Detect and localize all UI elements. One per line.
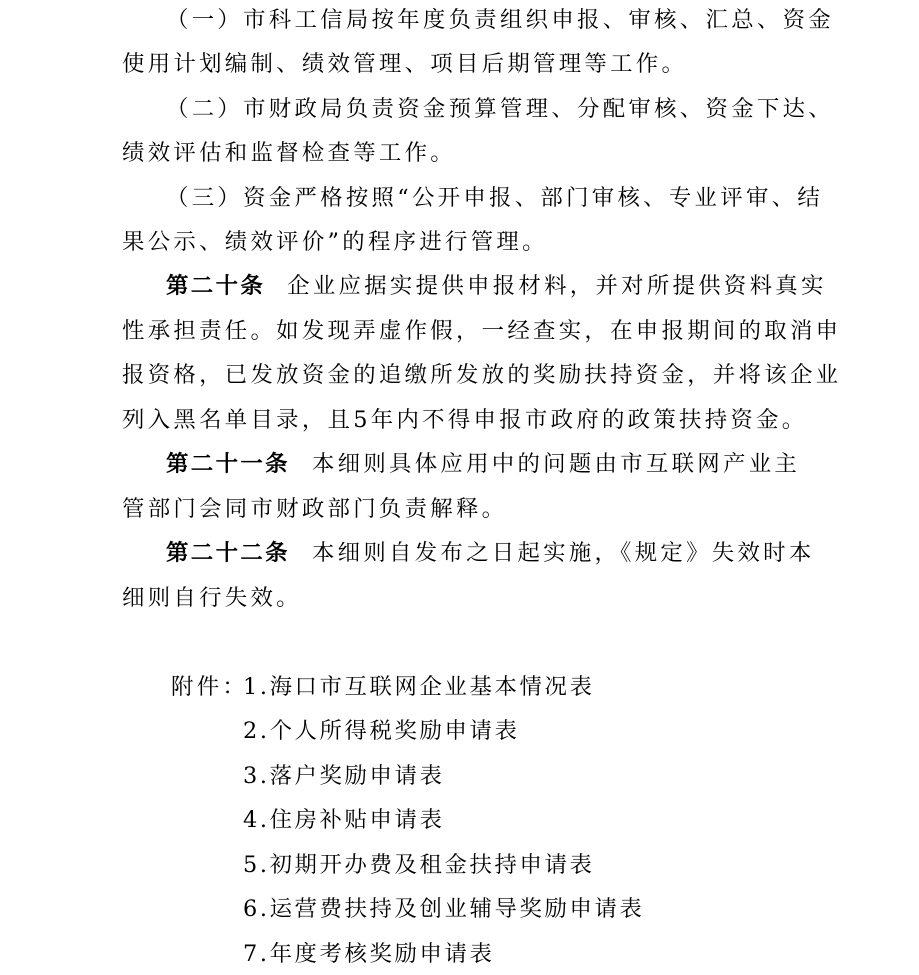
article-21-heading: 第二十一条 (166, 451, 290, 477)
article-20-line-3: 报资格，已发放资金的追缴所发放的奖励扶持资金，并将该企业 (122, 362, 842, 388)
attachment-item: 2.个人所得税奖励申请表 (243, 718, 520, 744)
paragraph-3-line-1: （三）资金严格按照“公开申报、部门审核、专业评审、结 (166, 185, 824, 211)
article-22-line-1 (166, 533, 815, 573)
attachment-item: 3.落户奖励申请表 (243, 763, 445, 789)
article-20-text: 企业应据实提供申报材料，并对所提供资料真实 (287, 273, 827, 299)
article-20-line-2: 性承担责任。如发现弄虚作假，一经查实，在申报期间的取消申 (122, 318, 842, 344)
article-22-line-2: 细则自行失效。 (122, 585, 302, 611)
article-21-line-2: 管部门会同市财政部门负责解释。 (122, 496, 508, 522)
paragraph-1-line-1: （一）市科工信局按年度负责组织申报、审核、汇总、资金 (166, 7, 834, 33)
attachment-item: 4.住房补贴申请表 (243, 807, 445, 833)
paragraph-2-line-2: 绩效评估和监督检查等工作。 (122, 140, 456, 166)
article-20-line-4: 列入黑名单目录，且5年内不得申报市政府的政策扶持资金。 (122, 407, 808, 433)
article-22-text: 本细则自发布之日起实施，《规定》失效时本 (311, 540, 815, 566)
attachment-item: 7.年度考核奖励申请表 (243, 941, 495, 967)
attachment-item: 6.运营费扶持及创业辅导奖励申请表 (243, 896, 645, 922)
attachment-item: 1.海口市互联网企业基本情况表 (243, 674, 595, 700)
paragraph-1-line-2: 使用计划编制、绩效管理、项目后期管理等工作。 (122, 51, 688, 77)
attachments-label: 附件： (171, 674, 249, 700)
paragraph-2-line-1: （二）市财政局负责资金预算管理、分配审核、资金下达、 (166, 96, 834, 122)
article-21-line-1 (166, 444, 800, 484)
attachment-item: 5.初期开办费及租金扶持申请表 (243, 852, 595, 878)
article-20-line-1 (166, 266, 827, 306)
article-20-heading: 第二十条 (166, 273, 266, 299)
article-21-text: 本细则具体应用中的问题由市互联网产业主 (311, 451, 801, 477)
paragraph-3-line-2: 果公示、绩效评价”的程序进行管理。 (122, 229, 548, 255)
article-22-heading: 第二十二条 (166, 540, 290, 566)
